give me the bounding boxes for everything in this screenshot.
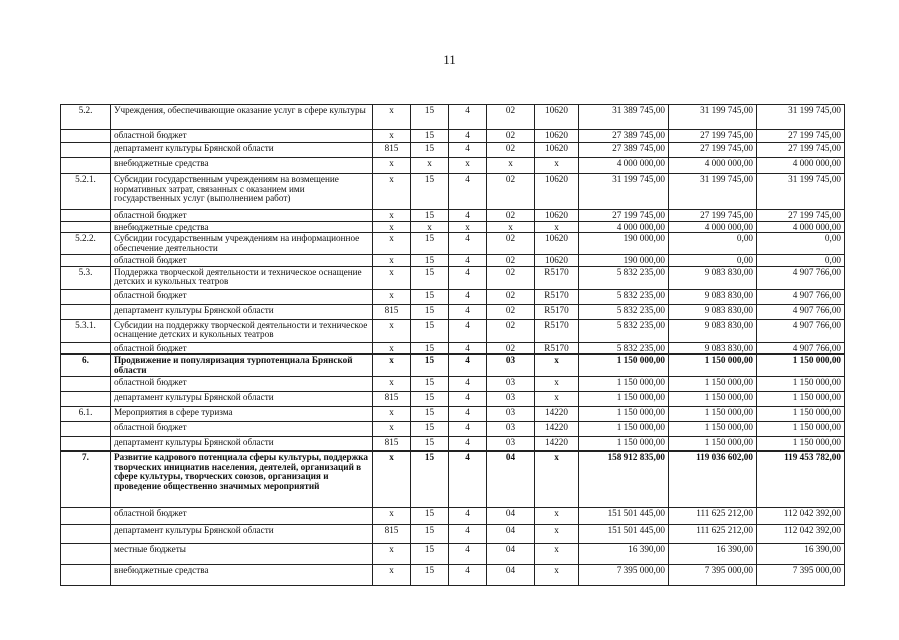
cell-code-grbs: 815 bbox=[373, 524, 411, 543]
cell-value-year2: 111 625 212,00 bbox=[669, 507, 757, 524]
cell-code-program: 15 bbox=[411, 342, 449, 354]
cell-code-program: 15 bbox=[411, 406, 449, 421]
cell-number bbox=[61, 143, 111, 158]
cell-code-program: 15 bbox=[411, 319, 449, 342]
cell-value-year1: 151 501 445,00 bbox=[579, 524, 669, 543]
cell-code-event: 04 bbox=[487, 524, 535, 543]
cell-name: Продвижение и популяризация турпотенциала Брянской области bbox=[111, 354, 373, 376]
cell-name: областной бюджет bbox=[111, 421, 373, 436]
table-row bbox=[61, 143, 845, 158]
table-row bbox=[61, 255, 845, 267]
cell-code-direction: R5170 bbox=[535, 289, 579, 304]
cell-code-event: 03 bbox=[487, 391, 535, 406]
cell-name: внебюджетные средства bbox=[111, 564, 373, 585]
cell-code-direction: x bbox=[535, 524, 579, 543]
cell-code-event: 02 bbox=[487, 304, 535, 319]
cell-code-subprogram: 4 bbox=[449, 130, 487, 143]
cell-code-grbs: x bbox=[373, 105, 411, 130]
cell-code-subprogram: 4 bbox=[449, 289, 487, 304]
cell-value-year3: 4 907 766,00 bbox=[757, 342, 845, 354]
cell-code-program: 15 bbox=[411, 266, 449, 289]
cell-value-year3: 4 907 766,00 bbox=[757, 319, 845, 342]
cell-code-subprogram: 4 bbox=[449, 255, 487, 267]
cell-value-year2: 31 199 745,00 bbox=[669, 105, 757, 130]
cell-code-event: 03 bbox=[487, 406, 535, 421]
cell-name: областной бюджет bbox=[111, 376, 373, 391]
cell-code-grbs: 815 bbox=[373, 304, 411, 319]
table-row bbox=[61, 319, 845, 342]
cell-name: областной бюджет bbox=[111, 289, 373, 304]
cell-code-grbs: x bbox=[373, 210, 411, 222]
cell-code-event: 02 bbox=[487, 143, 535, 158]
table-row bbox=[61, 391, 845, 406]
cell-name: Развитие кадрового потенциала сферы культуры, поддержка творческих инициатив населения, деятелей, организаций в сфере культуры, творческих союзов, организация и проведение общественно значимых мероприятий bbox=[111, 451, 373, 507]
table-row bbox=[61, 304, 845, 319]
cell-code-program: 15 bbox=[411, 174, 449, 210]
cell-name: Мероприятия в сфере туризма bbox=[111, 406, 373, 421]
cell-value-year3: 112 042 392,00 bbox=[757, 507, 845, 524]
cell-code-program: 15 bbox=[411, 354, 449, 376]
table-body bbox=[61, 105, 845, 586]
table-row bbox=[61, 376, 845, 391]
cell-code-event: 04 bbox=[487, 451, 535, 507]
cell-value-year2: 27 199 745,00 bbox=[669, 143, 757, 158]
cell-value-year2: 31 199 745,00 bbox=[669, 174, 757, 210]
cell-code-program: x bbox=[411, 221, 449, 233]
cell-code-direction: x bbox=[535, 391, 579, 406]
page-number: 11 bbox=[443, 52, 456, 67]
cell-name: департамент культуры Брянской области bbox=[111, 436, 373, 451]
cell-number bbox=[61, 158, 111, 174]
cell-code-program: 15 bbox=[411, 130, 449, 143]
cell-code-grbs: x bbox=[373, 451, 411, 507]
cell-code-subprogram: 4 bbox=[449, 524, 487, 543]
cell-code-program: 15 bbox=[411, 564, 449, 585]
cell-code-subprogram: 4 bbox=[449, 406, 487, 421]
cell-value-year3: 4 000 000,00 bbox=[757, 221, 845, 233]
cell-number: 6. bbox=[61, 354, 111, 376]
cell-number: 5.2. bbox=[61, 105, 111, 130]
cell-value-year3: 0,00 bbox=[757, 255, 845, 267]
table-row bbox=[61, 233, 845, 255]
table-row bbox=[61, 174, 845, 210]
cell-code-subprogram: 4 bbox=[449, 421, 487, 436]
cell-value-year1: 31 389 745,00 bbox=[579, 105, 669, 130]
cell-value-year1: 151 501 445,00 bbox=[579, 507, 669, 524]
cell-code-direction: x bbox=[535, 451, 579, 507]
cell-value-year2: 1 150 000,00 bbox=[669, 354, 757, 376]
cell-value-year2: 16 390,00 bbox=[669, 543, 757, 564]
cell-code-direction: 14220 bbox=[535, 421, 579, 436]
cell-value-year3: 1 150 000,00 bbox=[757, 421, 845, 436]
cell-value-year3: 27 199 745,00 bbox=[757, 143, 845, 158]
cell-code-direction: x bbox=[535, 376, 579, 391]
cell-number bbox=[61, 255, 111, 267]
cell-value-year1: 5 832 235,00 bbox=[579, 342, 669, 354]
cell-code-program: 15 bbox=[411, 233, 449, 255]
cell-code-subprogram: 4 bbox=[449, 143, 487, 158]
cell-number bbox=[61, 543, 111, 564]
cell-value-year1: 31 199 745,00 bbox=[579, 174, 669, 210]
cell-value-year3: 0,00 bbox=[757, 233, 845, 255]
cell-name: департамент культуры Брянской области bbox=[111, 143, 373, 158]
cell-value-year1: 4 000 000,00 bbox=[579, 158, 669, 174]
cell-code-program: 15 bbox=[411, 255, 449, 267]
cell-value-year1: 5 832 235,00 bbox=[579, 319, 669, 342]
table-row bbox=[61, 342, 845, 354]
table-row bbox=[61, 158, 845, 174]
table-row bbox=[61, 105, 845, 130]
cell-code-event: 03 bbox=[487, 436, 535, 451]
cell-name: Субсидии на поддержку творческой деятельности и техническое оснащение детских и кукольных театров bbox=[111, 319, 373, 342]
cell-code-subprogram: 4 bbox=[449, 451, 487, 507]
cell-value-year1: 27 389 745,00 bbox=[579, 130, 669, 143]
cell-value-year3: 31 199 745,00 bbox=[757, 105, 845, 130]
cell-number: 5.3. bbox=[61, 266, 111, 289]
cell-value-year3: 4 907 766,00 bbox=[757, 289, 845, 304]
cell-code-program: 15 bbox=[411, 436, 449, 451]
cell-code-program: 15 bbox=[411, 543, 449, 564]
cell-code-program: 15 bbox=[411, 304, 449, 319]
cell-name: внебюджетные средства bbox=[111, 158, 373, 174]
table-row bbox=[61, 289, 845, 304]
cell-code-direction: x bbox=[535, 158, 579, 174]
cell-value-year1: 1 150 000,00 bbox=[579, 436, 669, 451]
cell-code-grbs: x bbox=[373, 421, 411, 436]
cell-value-year1: 27 389 745,00 bbox=[579, 143, 669, 158]
cell-number bbox=[61, 221, 111, 233]
cell-code-grbs: x bbox=[373, 354, 411, 376]
cell-code-grbs: 815 bbox=[373, 143, 411, 158]
cell-code-subprogram: 4 bbox=[449, 319, 487, 342]
cell-code-subprogram: 4 bbox=[449, 210, 487, 222]
cell-code-subprogram: 4 bbox=[449, 105, 487, 130]
cell-value-year1: 4 000 000,00 bbox=[579, 221, 669, 233]
cell-code-event: 04 bbox=[487, 507, 535, 524]
cell-code-program: 15 bbox=[411, 524, 449, 543]
cell-code-grbs: x bbox=[373, 266, 411, 289]
cell-value-year1: 1 150 000,00 bbox=[579, 391, 669, 406]
cell-code-subprogram: 4 bbox=[449, 354, 487, 376]
cell-value-year1: 1 150 000,00 bbox=[579, 354, 669, 376]
cell-value-year3: 1 150 000,00 bbox=[757, 376, 845, 391]
cell-code-event: x bbox=[487, 221, 535, 233]
cell-code-grbs: x bbox=[373, 289, 411, 304]
cell-value-year3: 1 150 000,00 bbox=[757, 354, 845, 376]
cell-code-direction: 10620 bbox=[535, 233, 579, 255]
cell-code-event: 02 bbox=[487, 233, 535, 255]
table-row bbox=[61, 564, 845, 585]
cell-code-program: 15 bbox=[411, 451, 449, 507]
cell-code-event: 04 bbox=[487, 564, 535, 585]
table-row bbox=[61, 130, 845, 143]
cell-number bbox=[61, 210, 111, 222]
cell-code-grbs: x bbox=[373, 342, 411, 354]
cell-code-direction: 10620 bbox=[535, 105, 579, 130]
cell-code-subprogram: 4 bbox=[449, 376, 487, 391]
cell-code-subprogram: 4 bbox=[449, 391, 487, 406]
cell-number bbox=[61, 436, 111, 451]
cell-number bbox=[61, 289, 111, 304]
cell-code-grbs: x bbox=[373, 221, 411, 233]
cell-value-year2: 1 150 000,00 bbox=[669, 391, 757, 406]
cell-code-direction: 10620 bbox=[535, 143, 579, 158]
table-row bbox=[61, 436, 845, 451]
cell-code-event: 02 bbox=[487, 319, 535, 342]
cell-value-year2: 27 199 745,00 bbox=[669, 130, 757, 143]
cell-number bbox=[61, 564, 111, 585]
cell-name: Учреждения, обеспечивающие оказание услуг в сфере культуры bbox=[111, 105, 373, 130]
cell-value-year1: 1 150 000,00 bbox=[579, 421, 669, 436]
cell-code-direction: R5170 bbox=[535, 266, 579, 289]
cell-value-year2: 1 150 000,00 bbox=[669, 376, 757, 391]
cell-code-subprogram: 4 bbox=[449, 266, 487, 289]
cell-code-program: 15 bbox=[411, 143, 449, 158]
cell-code-event: 03 bbox=[487, 421, 535, 436]
cell-value-year2: 9 083 830,00 bbox=[669, 304, 757, 319]
cell-code-program: 15 bbox=[411, 376, 449, 391]
cell-code-subprogram: x bbox=[449, 221, 487, 233]
cell-code-direction: R5170 bbox=[535, 342, 579, 354]
cell-code-subprogram: 4 bbox=[449, 233, 487, 255]
cell-value-year3: 7 395 000,00 bbox=[757, 564, 845, 585]
cell-value-year3: 1 150 000,00 bbox=[757, 406, 845, 421]
cell-code-direction: x bbox=[535, 507, 579, 524]
cell-name: департамент культуры Брянской области bbox=[111, 524, 373, 543]
cell-code-program: x bbox=[411, 158, 449, 174]
cell-code-event: 02 bbox=[487, 174, 535, 210]
cell-code-subprogram: 4 bbox=[449, 174, 487, 210]
cell-code-grbs: x bbox=[373, 507, 411, 524]
cell-code-direction: 10620 bbox=[535, 210, 579, 222]
cell-code-event: x bbox=[487, 158, 535, 174]
cell-value-year3: 16 390,00 bbox=[757, 543, 845, 564]
table-row bbox=[61, 221, 845, 233]
cell-number bbox=[61, 391, 111, 406]
cell-value-year1: 16 390,00 bbox=[579, 543, 669, 564]
cell-code-event: 02 bbox=[487, 130, 535, 143]
cell-value-year1: 7 395 000,00 bbox=[579, 564, 669, 585]
cell-code-grbs: x bbox=[373, 376, 411, 391]
cell-code-grbs: 815 bbox=[373, 391, 411, 406]
cell-code-direction: R5170 bbox=[535, 319, 579, 342]
cell-code-program: 15 bbox=[411, 421, 449, 436]
table-row bbox=[61, 210, 845, 222]
cell-value-year2: 119 036 602,00 bbox=[669, 451, 757, 507]
cell-code-event: 02 bbox=[487, 342, 535, 354]
cell-code-event: 04 bbox=[487, 543, 535, 564]
cell-value-year3: 4 907 766,00 bbox=[757, 304, 845, 319]
cell-value-year1: 158 912 835,00 bbox=[579, 451, 669, 507]
cell-value-year2: 111 625 212,00 bbox=[669, 524, 757, 543]
cell-number bbox=[61, 342, 111, 354]
cell-value-year2: 1 150 000,00 bbox=[669, 406, 757, 421]
cell-code-program: 15 bbox=[411, 391, 449, 406]
cell-number bbox=[61, 130, 111, 143]
cell-value-year1: 190 000,00 bbox=[579, 233, 669, 255]
cell-number bbox=[61, 304, 111, 319]
cell-number: 6.1. bbox=[61, 406, 111, 421]
cell-code-event: 02 bbox=[487, 289, 535, 304]
cell-code-direction: x bbox=[535, 354, 579, 376]
cell-value-year2: 1 150 000,00 bbox=[669, 421, 757, 436]
cell-code-direction: x bbox=[535, 564, 579, 585]
cell-code-direction: R5170 bbox=[535, 304, 579, 319]
cell-code-direction: x bbox=[535, 543, 579, 564]
cell-value-year3: 31 199 745,00 bbox=[757, 174, 845, 210]
cell-code-grbs: x bbox=[373, 174, 411, 210]
cell-name: департамент культуры Брянской области bbox=[111, 391, 373, 406]
cell-name: местные бюджеты bbox=[111, 543, 373, 564]
cell-name: областной бюджет bbox=[111, 342, 373, 354]
cell-value-year2: 9 083 830,00 bbox=[669, 289, 757, 304]
cell-value-year1: 27 199 745,00 bbox=[579, 210, 669, 222]
cell-code-event: 02 bbox=[487, 266, 535, 289]
cell-code-subprogram: 4 bbox=[449, 507, 487, 524]
table-row bbox=[61, 266, 845, 289]
cell-code-direction: 14220 bbox=[535, 406, 579, 421]
cell-code-subprogram: 4 bbox=[449, 564, 487, 585]
cell-code-program: 15 bbox=[411, 210, 449, 222]
cell-code-grbs: x bbox=[373, 564, 411, 585]
cell-code-grbs: x bbox=[373, 255, 411, 267]
cell-code-direction: 10620 bbox=[535, 255, 579, 267]
cell-value-year1: 5 832 235,00 bbox=[579, 289, 669, 304]
cell-code-grbs: x bbox=[373, 406, 411, 421]
cell-code-grbs: x bbox=[373, 158, 411, 174]
cell-value-year1: 5 832 235,00 bbox=[579, 304, 669, 319]
cell-value-year1: 190 000,00 bbox=[579, 255, 669, 267]
cell-value-year2: 0,00 bbox=[669, 255, 757, 267]
cell-value-year3: 27 199 745,00 bbox=[757, 130, 845, 143]
cell-number: 5.2.1. bbox=[61, 174, 111, 210]
cell-code-subprogram: 4 bbox=[449, 543, 487, 564]
cell-value-year2: 4 000 000,00 bbox=[669, 221, 757, 233]
cell-name: областной бюджет bbox=[111, 210, 373, 222]
cell-code-grbs: x bbox=[373, 233, 411, 255]
cell-value-year2: 9 083 830,00 bbox=[669, 342, 757, 354]
table-row bbox=[61, 406, 845, 421]
cell-number bbox=[61, 376, 111, 391]
cell-code-grbs: x bbox=[373, 543, 411, 564]
cell-name: департамент культуры Брянской области bbox=[111, 304, 373, 319]
cell-code-grbs: x bbox=[373, 319, 411, 342]
cell-number bbox=[61, 524, 111, 543]
cell-number bbox=[61, 507, 111, 524]
cell-value-year2: 7 395 000,00 bbox=[669, 564, 757, 585]
cell-value-year1: 1 150 000,00 bbox=[579, 406, 669, 421]
cell-value-year3: 1 150 000,00 bbox=[757, 436, 845, 451]
cell-code-direction: x bbox=[535, 221, 579, 233]
cell-value-year1: 5 832 235,00 bbox=[579, 266, 669, 289]
cell-value-year2: 4 000 000,00 bbox=[669, 158, 757, 174]
cell-value-year1: 1 150 000,00 bbox=[579, 376, 669, 391]
cell-code-subprogram: 4 bbox=[449, 304, 487, 319]
cell-value-year2: 9 083 830,00 bbox=[669, 266, 757, 289]
cell-name: областной бюджет bbox=[111, 255, 373, 267]
table-row bbox=[61, 421, 845, 436]
cell-value-year3: 4 907 766,00 bbox=[757, 266, 845, 289]
cell-code-event: 03 bbox=[487, 354, 535, 376]
cell-code-event: 02 bbox=[487, 210, 535, 222]
table-row bbox=[61, 524, 845, 543]
cell-number: 5.3.1. bbox=[61, 319, 111, 342]
cell-code-subprogram: 4 bbox=[449, 342, 487, 354]
cell-code-subprogram: 4 bbox=[449, 436, 487, 451]
cell-value-year3: 119 453 782,00 bbox=[757, 451, 845, 507]
cell-code-grbs: x bbox=[373, 130, 411, 143]
cell-name: внебюджетные средства bbox=[111, 221, 373, 233]
cell-name: областной бюджет bbox=[111, 130, 373, 143]
cell-code-event: 02 bbox=[487, 105, 535, 130]
cell-code-grbs: 815 bbox=[373, 436, 411, 451]
cell-value-year3: 4 000 000,00 bbox=[757, 158, 845, 174]
cell-code-event: 02 bbox=[487, 255, 535, 267]
cell-number bbox=[61, 421, 111, 436]
cell-code-direction: 10620 bbox=[535, 174, 579, 210]
cell-value-year3: 1 150 000,00 bbox=[757, 391, 845, 406]
cell-number: 7. bbox=[61, 451, 111, 507]
cell-code-subprogram: x bbox=[449, 158, 487, 174]
cell-name: Поддержка творческой деятельности и техническое оснащение детских и кукольных театров bbox=[111, 266, 373, 289]
cell-code-program: 15 bbox=[411, 105, 449, 130]
table-row bbox=[61, 451, 845, 507]
cell-code-program: 15 bbox=[411, 289, 449, 304]
cell-name: Субсидии государственным учреждениям на информационное обеспечение деятельности bbox=[111, 233, 373, 255]
cell-value-year2: 0,00 bbox=[669, 233, 757, 255]
cell-code-direction: 14220 bbox=[535, 436, 579, 451]
cell-name: областной бюджет bbox=[111, 507, 373, 524]
cell-name: Субсидии государственным учреждениям на возмещение нормативных затрат, связанных с оказанием ими государственных услуг (выполнением работ) bbox=[111, 174, 373, 210]
table-row bbox=[61, 507, 845, 524]
cell-value-year3: 27 199 745,00 bbox=[757, 210, 845, 222]
cell-code-program: 15 bbox=[411, 507, 449, 524]
budget-table bbox=[60, 104, 845, 586]
cell-number: 5.2.2. bbox=[61, 233, 111, 255]
cell-value-year2: 27 199 745,00 bbox=[669, 210, 757, 222]
table-row bbox=[61, 543, 845, 564]
cell-value-year2: 1 150 000,00 bbox=[669, 436, 757, 451]
table-row bbox=[61, 354, 845, 376]
cell-value-year2: 9 083 830,00 bbox=[669, 319, 757, 342]
cell-code-event: 03 bbox=[487, 376, 535, 391]
cell-code-direction: 10620 bbox=[535, 130, 579, 143]
cell-value-year3: 112 042 392,00 bbox=[757, 524, 845, 543]
